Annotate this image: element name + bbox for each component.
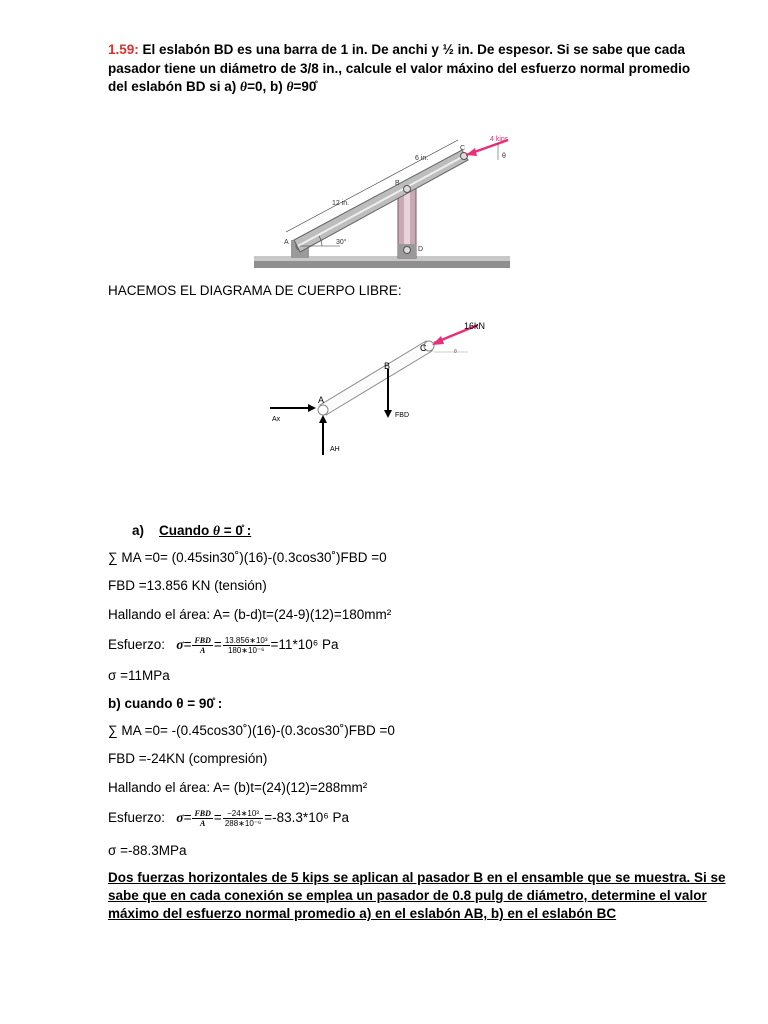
- fbd-label-b: B: [384, 361, 391, 371]
- stress-fraction-2: $\frac{\text{13.856∗10³}}{\text{180∗10⁻⁶}}$: [224, 636, 268, 655]
- next-problem-line-2: sabe que en cada conexión se emplea un pasador de 0.8 pulg de diámetro, determine el valor: [108, 888, 707, 903]
- fbd-load-label: 16kN: [464, 321, 486, 331]
- part-b-fbd-value: FBD =-24KN (compresión): [108, 751, 268, 766]
- part-a-moment-eq: ∑ MA =0= (0.45sin30˚)(16)-(0.3cos30˚)FBD =0: [108, 550, 387, 565]
- part-b-area: Hallando el área: A= (b)t=(24)(12)=288mm²: [108, 780, 368, 795]
- problem-text-3b: =0, b): [247, 79, 287, 94]
- label-c: C: [460, 145, 466, 152]
- label-d: D: [418, 246, 424, 253]
- part-b-stress: Esfuerzo: σ= $\frac{\text{FBD}}{A}$ = $\frac{\text{−24∗10³}}{\text{288∗10⁻⁶}}$ =-83.3*10⁶ Pa: [108, 809, 350, 828]
- theta-label: θ: [502, 153, 506, 160]
- part-a-stress: Esfuerzo: σ= $\frac{\text{FBD}}{A}$ = $\frac{\text{13.856∗10³}}{\text{180∗10⁻⁶}}$ =11*10⁶ Pa: [108, 636, 339, 655]
- part-a-prefix: a): [132, 523, 145, 538]
- part-a-heading: [132, 523, 251, 539]
- stress-fraction-1: $\frac{\text{FBD}}{A}$: [194, 809, 211, 828]
- label-b: B: [395, 180, 400, 187]
- problem-line-3: [108, 79, 316, 95]
- problem-text-3c: =90̊: [293, 79, 317, 94]
- theta-symbol: θ: [286, 79, 294, 94]
- load-arrow-head: [466, 148, 477, 156]
- theta-symbol: θ: [213, 523, 221, 538]
- part-b-heading: b) cuando θ = 90̊ :: [108, 696, 223, 711]
- member-highlight: [298, 156, 464, 246]
- fbd-pin-a: [318, 405, 328, 415]
- angle-30-label: 30°: [336, 239, 347, 246]
- fbd-force-head: [384, 410, 392, 418]
- pin-b: [404, 186, 411, 193]
- problem-text-1: El eslabón BD es una barra de 1 in. De anchi y ½ in. De espesor. Si se sabe que cada: [142, 42, 686, 57]
- ay-label: AH: [330, 446, 340, 453]
- ay-arrow-head: [319, 415, 327, 423]
- dim-12-label: 12 in.: [332, 200, 350, 207]
- part-a-heading-text: Cuando: [159, 523, 214, 538]
- problem-text-3a: del eslabón BD si a): [108, 79, 241, 94]
- stress-label: Esfuerzo:: [108, 810, 166, 826]
- fbd-member: [320, 341, 432, 415]
- fbd-theta: θ: [454, 349, 457, 355]
- part-b-sigma: σ =-88.3MPa: [108, 843, 187, 858]
- fbd-label-a: A: [318, 395, 325, 405]
- part-a-heading-val: = 0̊ :: [220, 523, 252, 538]
- problem-line-1: [108, 42, 685, 57]
- next-problem-line-1: Dos fuerzas horizontales de 5 kips se aplican al pasador B en el ensamble que se muestra. Si se: [108, 870, 726, 885]
- part-a-fbd-value: FBD =13.856 KN (tensión): [108, 578, 267, 593]
- free-body-diagram: [268, 305, 504, 457]
- pin-d: [404, 247, 411, 254]
- stress-fraction-1: $\frac{\text{FBD}}{A}$: [194, 636, 211, 655]
- dim-6-label: 6 in.: [415, 155, 429, 162]
- fbd-heading: HACEMOS EL DIAGRAMA DE CUERPO LIBRE:: [108, 283, 402, 298]
- part-a-sigma: σ =11MPa: [108, 668, 170, 683]
- ax-arrow-head: [308, 404, 316, 412]
- fbd-load-head: [432, 336, 444, 345]
- next-problem-line-3: máximo del esfuerzo normal promedio a) en el eslabón AB, b) en el eslabón BC: [108, 906, 617, 921]
- problem-line-2: pasador tiene un diámetro de 3/8 in., calcule el valor máxino del esfuerzo normal promedio: [108, 61, 691, 76]
- fbd-force-label: FBD: [395, 412, 409, 419]
- stress-result: =11*10⁶ Pa: [270, 637, 339, 653]
- stress-label: Esfuerzo:: [108, 637, 166, 653]
- ground: [254, 260, 510, 268]
- mechanism-figure: [250, 128, 515, 273]
- ax-label: Ax: [272, 416, 281, 423]
- stress-fraction-2: $\frac{\text{−24∗10³}}{\text{288∗10⁻⁶}}$: [224, 809, 262, 828]
- problem-number: 1.59:: [108, 42, 139, 57]
- fbd-label-c: C: [420, 343, 427, 353]
- stress-result: =-83.3*10⁶ Pa: [264, 810, 350, 826]
- load-label: 4 kips: [490, 136, 509, 143]
- part-b-moment-eq: ∑ MA =0= -(0.45cos30˚)(16)-(0.3cos30˚)FBD =0: [108, 723, 395, 738]
- theta-symbol: θ: [240, 79, 248, 94]
- part-a-area: Hallando el área: A= (b-d)t=(24-9)(12)=180mm²: [108, 607, 392, 622]
- label-a: A: [284, 239, 289, 246]
